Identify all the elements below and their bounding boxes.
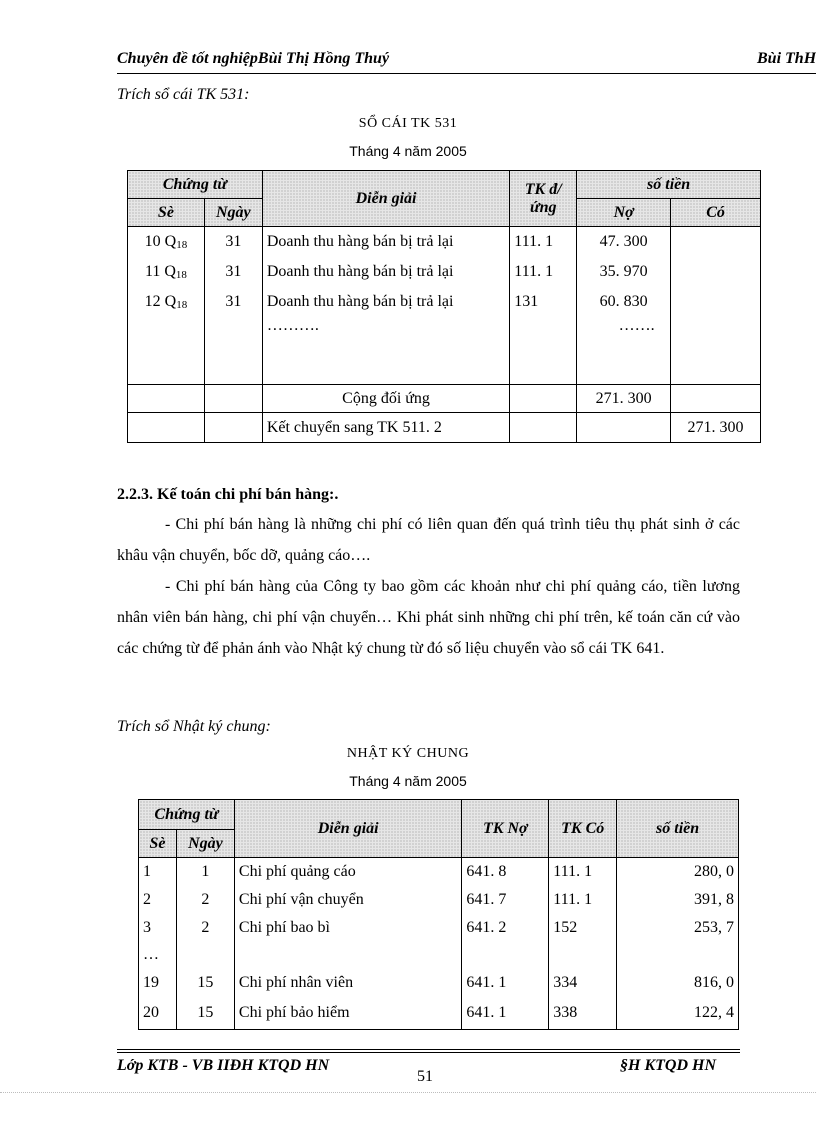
section-heading: 2.2.3. Kế toán chi phí bán hàng:. — [117, 486, 339, 503]
footer-right: §H KTQD HN — [620, 1057, 716, 1074]
ledger-title: SỔ CÁI TK 531 — [358, 116, 458, 131]
section-body — [117, 509, 740, 664]
journal-head-date: Ngày — [176, 830, 234, 858]
table-row: 10 $Q_{18}$ 31 Doanh thu hàng bán bị trả lại 111. 1 47. 300 — [128, 227, 761, 257]
ledger-table — [127, 170, 761, 443]
journal-table — [138, 799, 739, 1030]
header-rule — [117, 73, 816, 74]
ledger-transfer-row: Kết chuyển sang TK 511. 2 271. 300 — [128, 413, 761, 443]
header-right: Bùi ThH — [757, 50, 816, 67]
ledger-head-credit: Có — [671, 199, 761, 227]
table-row: 2 2 Chi phí vận chuyển 641. 7 111. 1 391, 8 — [139, 886, 739, 914]
ledger-head-voucher: Chứng từ — [128, 171, 263, 199]
journal-head-debit: TK Nợ — [462, 800, 549, 858]
journal-lead: Trích sổ Nhật ký chung: — [117, 718, 271, 735]
table-row: ………. ……. — [128, 317, 761, 385]
footer-rule — [117, 1052, 740, 1053]
table-row: … — [139, 942, 739, 968]
header-left: Chuyên đề tốt nghiệpBùi Thị Hồng Thuý — [117, 50, 390, 67]
page-header — [117, 50, 816, 72]
page-bottom-edge — [0, 1092, 816, 1093]
journal-head-voucher: Chứng từ — [139, 800, 235, 830]
table-row: 11 $Q_{18}$ 31 Doanh thu hàng bán bị trả lại 111. 1 35. 970 — [128, 257, 761, 287]
table-row: 3 2 Chi phí bao bì 641. 2 152 253, 7 — [139, 914, 739, 942]
ledger-head-debit: Nợ — [577, 199, 671, 227]
ledger-head-desc: Diễn giải — [262, 171, 509, 227]
ledger-head-amount: số tiền — [577, 171, 761, 199]
table-row: 19 15 Chi phí nhân viên 641. 1 334 816, 0 — [139, 968, 739, 998]
ledger-total-row: Cộng đối ứng 271. 300 — [128, 385, 761, 413]
table-row: 1 1 Chi phí quảng cáo 641. 8 111. 1 280, 0 — [139, 858, 739, 886]
table-row: 12 $Q_{18}$ 31 Doanh thu hàng bán bị trả lại 131 60. 830 — [128, 287, 761, 317]
table-row: 20 15 Chi phí bảo hiểm 641. 1 338 122, 4 — [139, 998, 739, 1030]
page-number: 51 — [417, 1068, 433, 1085]
footer-left: Lớp KTB - VB IIĐH KTQD HN — [117, 1057, 330, 1074]
footer-rule — [117, 1049, 740, 1050]
journal-head-desc: Diễn giải — [234, 800, 462, 858]
journal-head-credit: TK Có — [549, 800, 617, 858]
paragraph: - Chi phí bán hàng là những chi phí có liên quan đến quá trình tiêu thụ phát sinh ở các khâu vận chuyển, bốc dỡ, quảng cáo…. — [117, 516, 740, 564]
paragraph: - Chi phí bán hàng của Công ty bao gồm các khoản như chi phí quảng cáo, tiền lương nhân viên bán hàng, chi phí vận chuyển… Khi phát sinh những chi phí trên, kế toán căn cứ vào các chứng từ để phản ánh vào Nhật ký chung từ đó số liệu chuyển vào sổ cái TK 641. — [117, 578, 740, 657]
journal-head-amount: số tiền — [617, 800, 739, 858]
ledger-lead: Trích sổ cái TK 531: — [117, 86, 250, 103]
ledger-head-account: TK đ/ ứng — [510, 171, 577, 227]
journal-subtitle: Tháng 4 năm 2005 — [349, 773, 467, 789]
journal-head-no: Sè — [139, 830, 177, 858]
journal-title: NHẬT KÝ CHUNG — [346, 746, 470, 761]
ledger-subtitle: Tháng 4 năm 2005 — [349, 143, 467, 159]
ledger-head-date: Ngày — [204, 199, 262, 227]
ledger-head-no: Sè — [128, 199, 205, 227]
